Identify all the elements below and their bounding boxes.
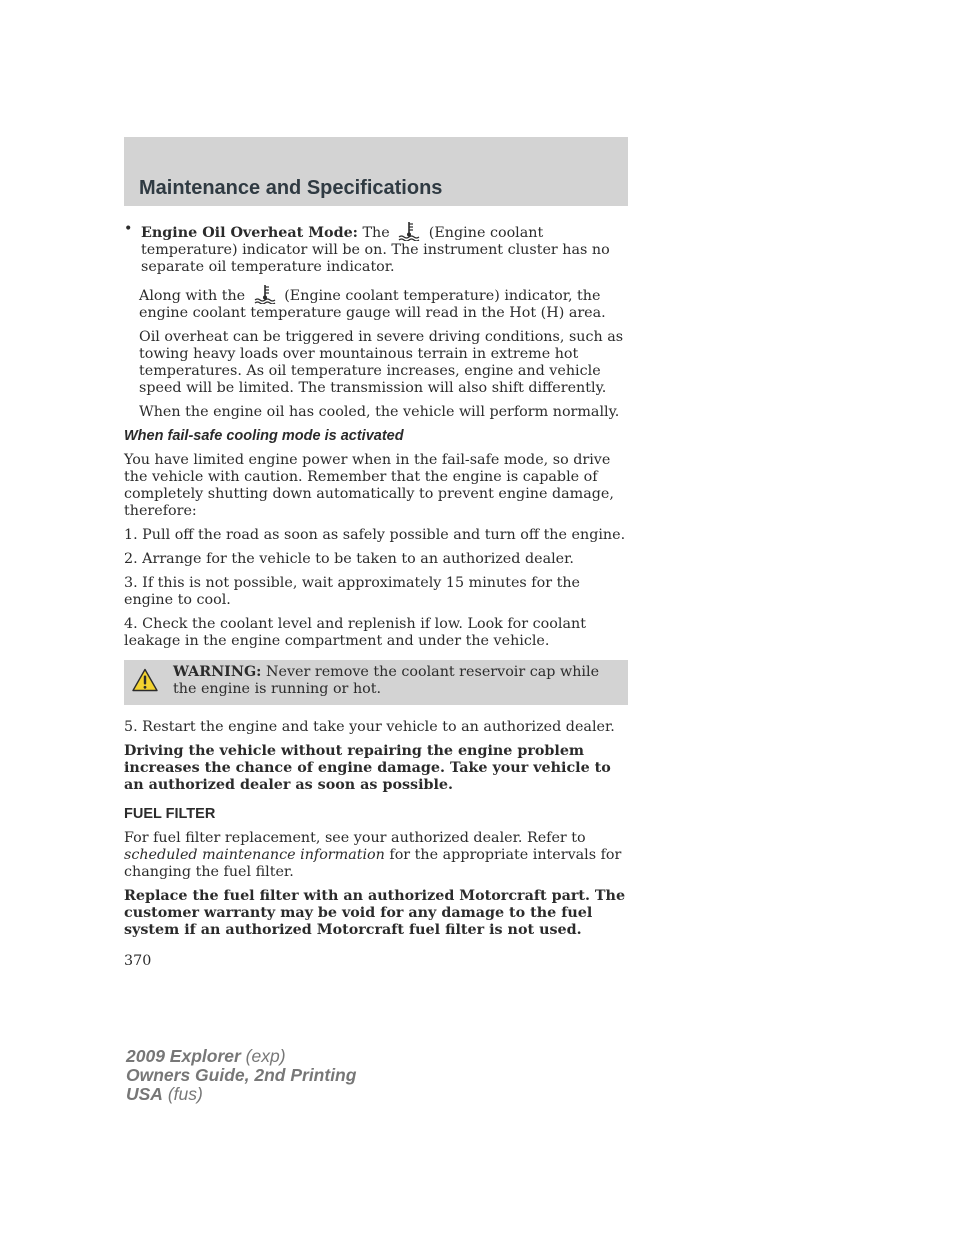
para-along-with bbox=[124, 284, 628, 322]
warning-triangle-icon bbox=[132, 668, 158, 692]
page-number: 370 bbox=[124, 953, 152, 969]
footer-line-3 bbox=[126, 1085, 356, 1104]
para-along-before: Along with the bbox=[139, 288, 246, 304]
fuel-filter-text bbox=[124, 830, 628, 881]
content bbox=[124, 221, 628, 970]
fuel-filter-bold-note: Replace the fuel filter with an authorized Motorcraft part. The customer warranty may be void for any damage to the fuel system if an authorized Motorcraft fuel filter is not used. bbox=[124, 888, 626, 938]
fuel-filter-italic-ref: scheduled maintenance information bbox=[124, 847, 385, 863]
footer-model: 2009 Explorer bbox=[126, 1046, 241, 1066]
fuel-filter-text-before: For fuel filter replacement, see your authorized dealer. Refer to bbox=[124, 830, 586, 846]
failsafe-heading: When fail-safe cooling mode is activated bbox=[124, 428, 404, 444]
failsafe-step-1: 1. Pull off the road as soon as safely possible and turn off the engine. bbox=[124, 527, 626, 543]
para-cooled: When the engine oil has cooled, the vehicle will perform normally. bbox=[139, 404, 620, 420]
para-along-after: (Engine coolant temperature) indicator, the engine coolant temperature gauge will read in the Hot (H) area. bbox=[139, 288, 606, 321]
failsafe-bold-note: Driving the vehicle without repairing the engine problem increases the chance of engine damage. Take your vehicle to an authorized dealer as soon as possible. bbox=[124, 743, 611, 793]
page-title: Maintenance and Specifications bbox=[139, 177, 443, 199]
para-overheat: Oil overheat can be triggered in severe driving conditions, such as towing heavy loads over mountainous terrain in extreme hot temperatures. As oil temperature increases, engine and vehicle speed will be limited. The transmission will also shift differently. bbox=[139, 329, 624, 396]
footer-line-1 bbox=[126, 1047, 356, 1066]
warning-box bbox=[124, 660, 628, 705]
failsafe-step-5: 5. Restart the engine and take your vehicle to an authorized dealer. bbox=[124, 719, 615, 735]
failsafe-step-3: 3. If this is not possible, wait approximately 15 minutes for the engine to cool. bbox=[124, 575, 580, 608]
warning-text: Never remove the coolant reservoir cap while the engine is running or hot. bbox=[173, 664, 600, 697]
failsafe-intro: You have limited engine power when in the fail-safe mode, so drive the vehicle with caution. Remember that the engine is capable of completely shutting down automatically to prevent engine damage, therefore: bbox=[124, 452, 614, 519]
warning-label: WARNING: bbox=[173, 664, 262, 680]
coolant-temperature-icon bbox=[254, 284, 276, 304]
failsafe-step-4: 4. Check the coolant level and replenish if low. Look for coolant leakage in the engine compartment and under the vehicle. bbox=[124, 616, 586, 649]
fuel-filter-heading: FUEL FILTER bbox=[124, 806, 216, 822]
bullet-oil-overheat bbox=[124, 221, 628, 276]
footer-line-2: Owners Guide, 2nd Printing bbox=[126, 1065, 357, 1085]
footer-market: USA bbox=[126, 1084, 163, 1104]
coolant-temperature-icon bbox=[398, 221, 420, 241]
bullet-dot: • bbox=[124, 221, 133, 237]
bullet-label: Engine Oil Overheat Mode: bbox=[141, 225, 358, 241]
footer bbox=[126, 1047, 356, 1104]
footer-model-code: (exp) bbox=[240, 1046, 286, 1066]
bullet-text-before: The bbox=[357, 225, 390, 241]
failsafe-step-2: 2. Arrange for the vehicle to be taken to an authorized dealer. bbox=[124, 551, 574, 567]
header-band bbox=[124, 137, 628, 206]
bullet-text-after: (Engine coolant temperature) indicator will be on. The instrument cluster has no separate oil temperature indicator. bbox=[141, 225, 610, 275]
fuel-filter-text-after: for the appropriate intervals for changing the fuel filter. bbox=[124, 847, 622, 880]
footer-market-code: (fus) bbox=[162, 1084, 203, 1104]
